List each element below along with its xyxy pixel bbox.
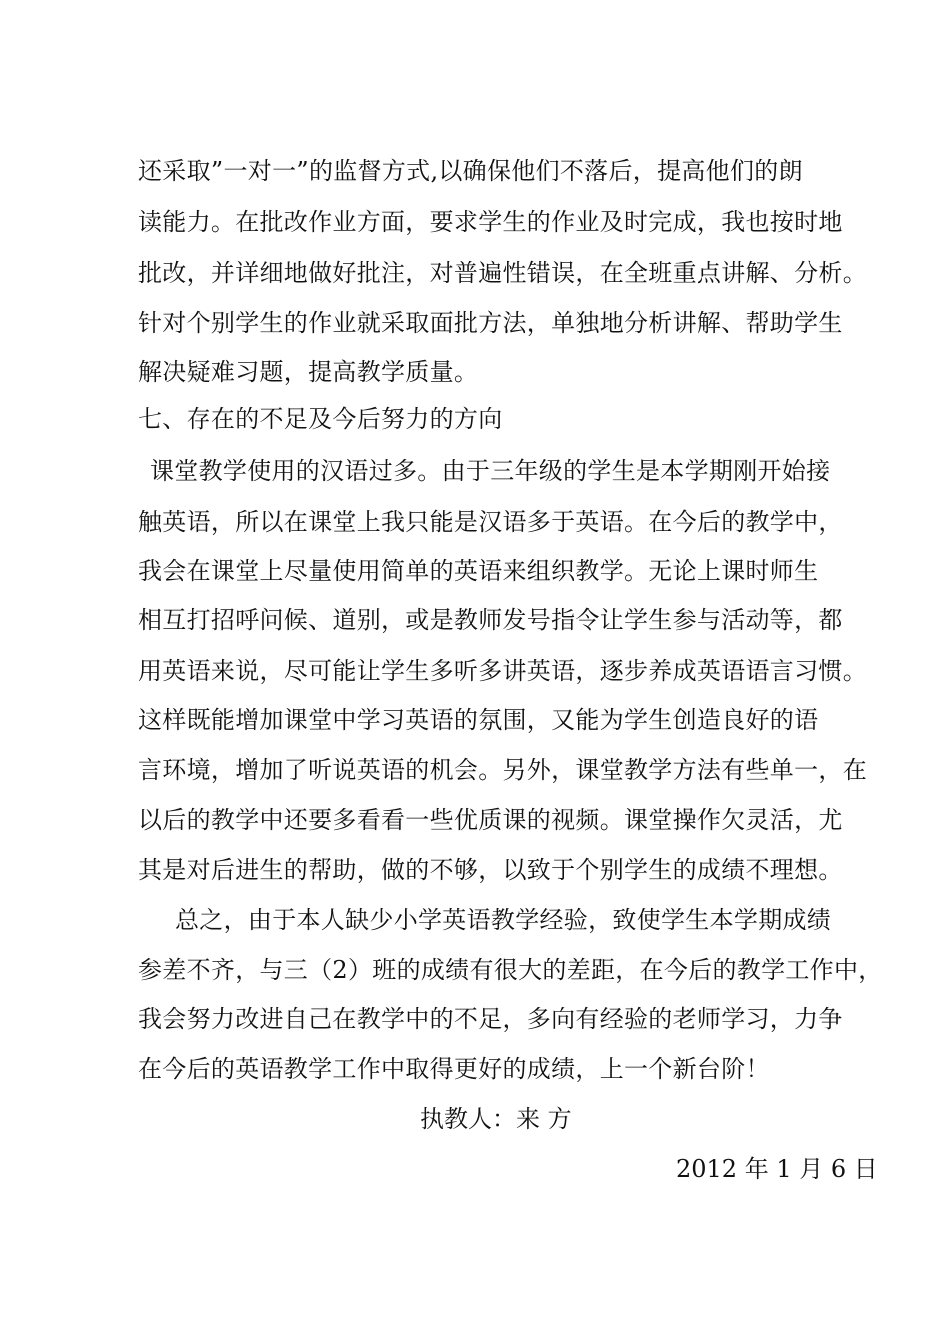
paragraph-line: 课堂教学使用的汉语过多。由于三年级的学生是本学期刚开始接 [150,457,831,485]
paragraph-line: 在今后的英语教学工作中取得更好的成绩，上一个新台阶！ [138,1055,770,1083]
paragraph-line: 参差不齐，与三（2）班的成绩有很大的差距，在今后的教学工作中， [138,956,883,984]
paragraph-line: 相互打招呼问候、道别，或是教师发号指令让学生参与活动等，都 [138,606,843,634]
paragraph-line: 还采取”一对一”的监督方式,以确保他们不落后，提高他们的朗 [138,157,803,185]
paragraph-line: 批改，并详细地做好批注，对普遍性错误，在全班重点讲解、分析。 [138,259,867,287]
paragraph-line: 解决疑难习题，提高教学质量。 [138,358,479,386]
paragraph-line: 用英语来说，尽可能让学生多听多讲英语，逐步养成英语语言习惯。 [138,657,867,685]
paragraph-line: 言环境，增加了听说英语的机会。另外，课堂教学方法有些单一，在 [138,756,867,784]
section-heading: 七、存在的不足及今后努力的方向 [138,405,503,433]
paragraph-line: 这样既能增加课堂中学习英语的氛围，又能为学生创造良好的语 [138,706,819,734]
paragraph-line: 我会努力改进自己在教学中的不足，多向有经验的老师学习，力争 [138,1005,843,1033]
paragraph-line: 总之，由于本人缺少小学英语教学经验，致使学生本学期成绩 [175,906,832,934]
paragraph-line: 读能力。在批改作业方面，要求学生的作业及时完成，我也按时地 [138,208,843,236]
paragraph-line: 其是对后进生的帮助，做的不够，以致于个别学生的成绩不理想。 [138,856,843,884]
paragraph-line: 以后的教学中还要多看看一些优质课的视频。课堂操作欠灵活，尤 [138,806,843,834]
document-date: 2012 年 1 月 6 日 [676,1155,878,1183]
paragraph-line: 我会在课堂上尽量使用简单的英语来组织教学。无论上课时师生 [138,557,819,585]
paragraph-line: 触英语，所以在课堂上我只能是汉语多于英语。在今后的教学中， [138,508,843,536]
paragraph-line: 针对个别学生的作业就采取面批方法，单独地分析讲解、帮助学生 [138,309,843,337]
signer-name: 执教人：来 方 [420,1105,572,1133]
